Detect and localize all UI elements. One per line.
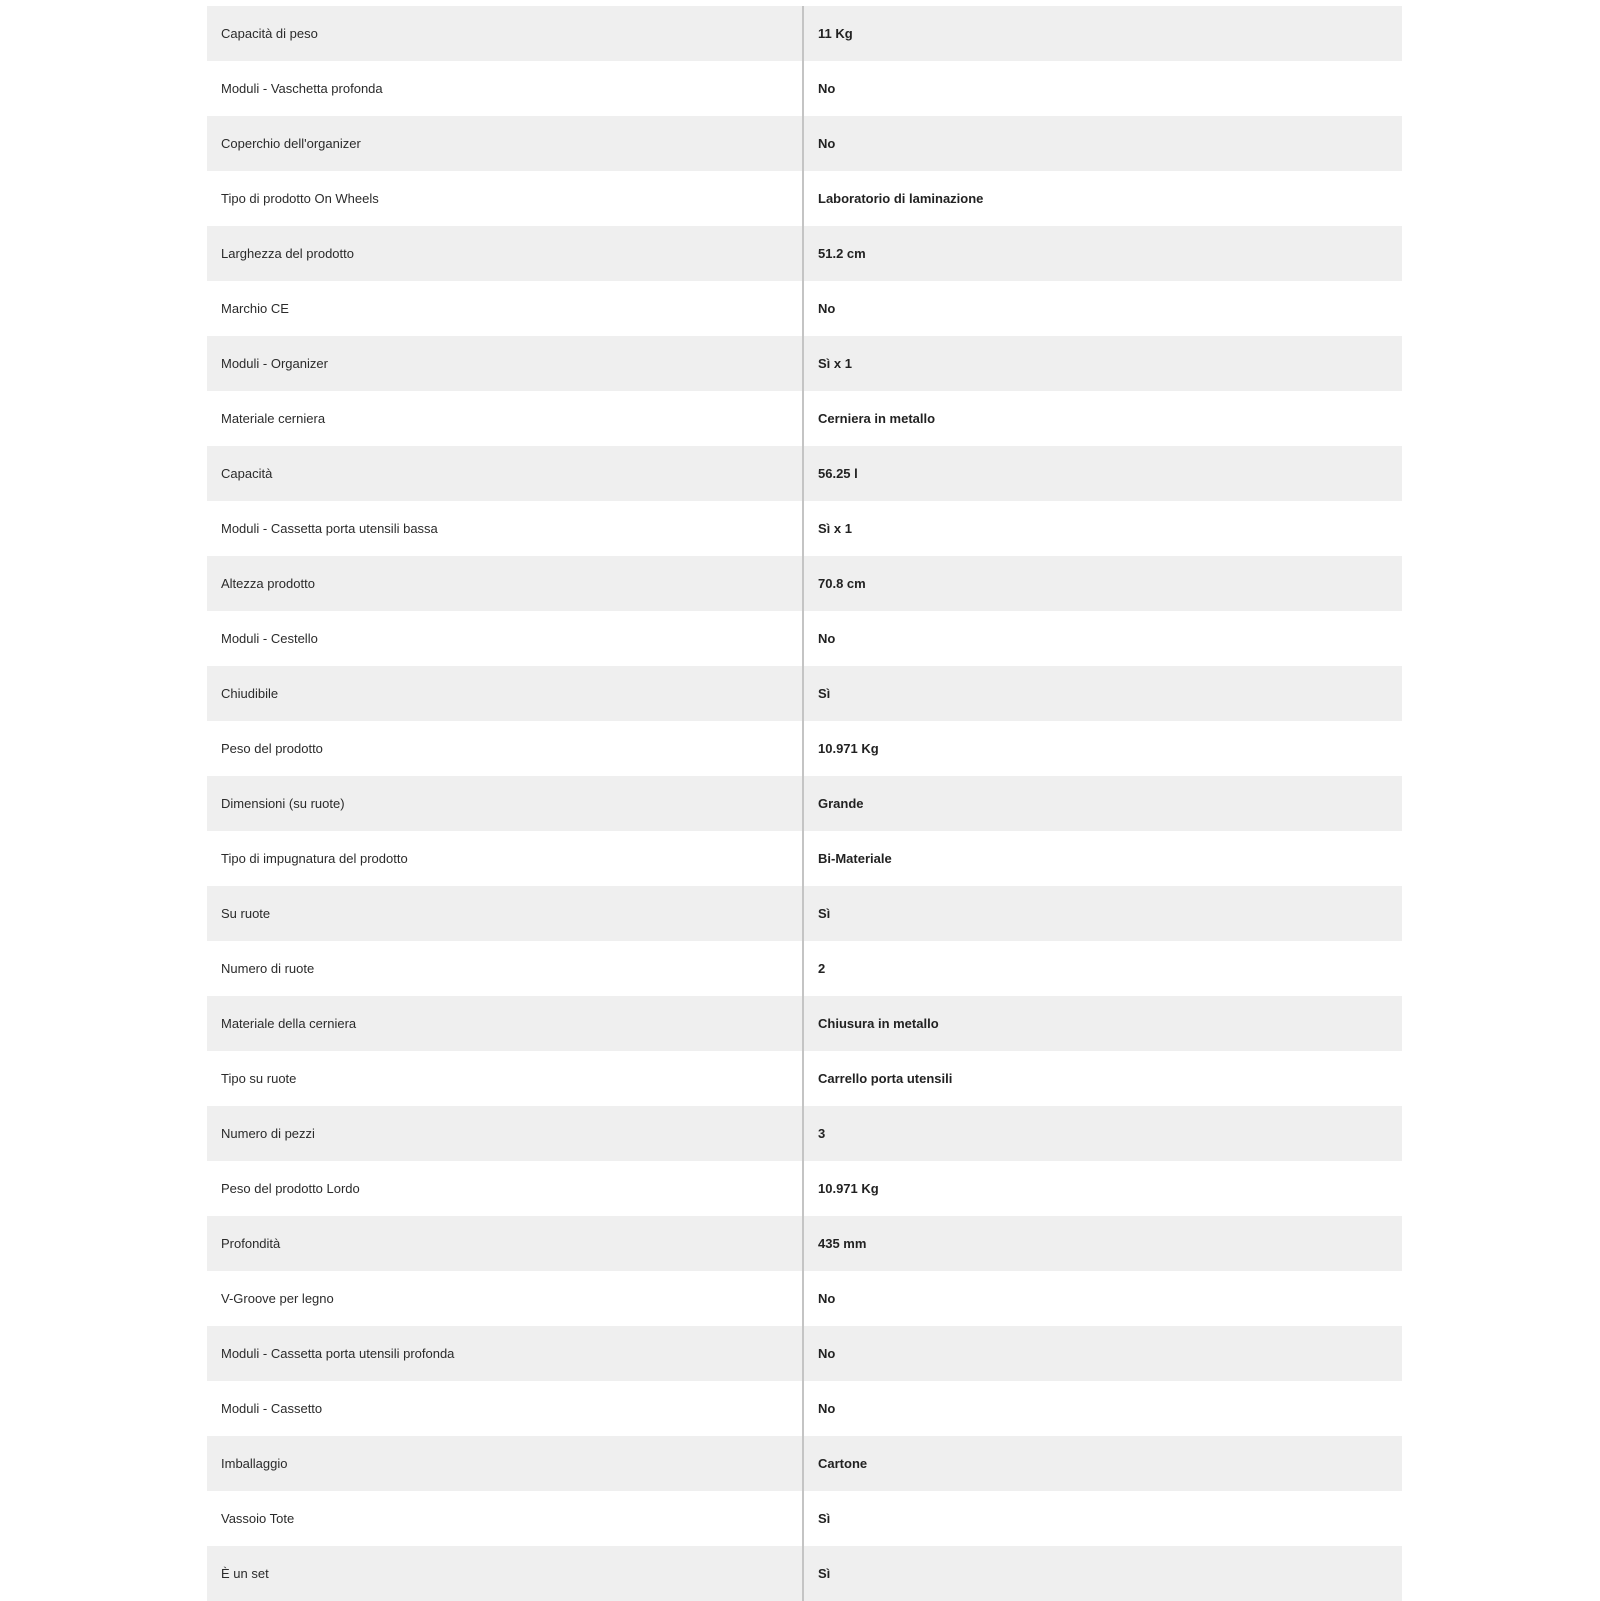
spec-label: Tipo su ruote [207, 1051, 803, 1106]
spec-row [207, 1326, 1402, 1381]
spec-label: Moduli - Cassetto [207, 1381, 803, 1436]
spec-row [207, 831, 1402, 886]
spec-label: V-Groove per legno [207, 1271, 803, 1326]
spec-label: Chiudibile [207, 666, 803, 721]
spec-label: Dimensioni (su ruote) [207, 776, 803, 831]
spec-label: Su ruote [207, 886, 803, 941]
spec-row [207, 226, 1402, 281]
spec-value: No [818, 1346, 836, 1361]
spec-value: No [818, 1291, 836, 1306]
spec-label: Capacità di peso [207, 6, 803, 61]
spec-label: Tipo di impugnatura del prodotto [207, 831, 803, 886]
spec-label: Peso del prodotto [207, 721, 803, 776]
spec-row [207, 1106, 1402, 1161]
spec-value: No [818, 1401, 836, 1416]
spec-row [207, 6, 1402, 61]
spec-label: Altezza prodotto [207, 556, 803, 611]
specifications-table-body [207, 6, 1402, 1601]
spec-value: 2 [818, 961, 826, 976]
spec-row [207, 116, 1402, 171]
spec-row [207, 886, 1402, 941]
spec-label: Tipo di prodotto On Wheels [207, 171, 803, 226]
spec-row [207, 1381, 1402, 1436]
spec-row [207, 1436, 1402, 1491]
spec-row [207, 611, 1402, 666]
spec-value: 10.971 Kg [818, 741, 879, 756]
spec-row [207, 1161, 1402, 1216]
spec-row [207, 446, 1402, 501]
spec-row [207, 941, 1402, 996]
spec-value: No [818, 81, 836, 96]
spec-row [207, 1546, 1402, 1601]
spec-value: Laboratorio di laminazione [818, 191, 984, 206]
spec-label: Profondità [207, 1216, 803, 1271]
spec-value: Sì [818, 1511, 831, 1526]
spec-label: Marchio CE [207, 281, 803, 336]
spec-row [207, 1271, 1402, 1326]
spec-value: 10.971 Kg [818, 1181, 879, 1196]
spec-row [207, 336, 1402, 391]
spec-row [207, 281, 1402, 336]
spec-row [207, 996, 1402, 1051]
spec-value: Grande [818, 796, 864, 811]
spec-row [207, 171, 1402, 226]
spec-value: Cerniera in metallo [818, 411, 936, 426]
spec-label: Materiale della cerniera [207, 996, 803, 1051]
spec-value: Carrello porta utensili [818, 1071, 953, 1086]
spec-label: Coperchio dell'organizer [207, 116, 803, 171]
spec-label: È un set [207, 1546, 803, 1601]
spec-row [207, 1051, 1402, 1106]
spec-value: Chiusura in metallo [818, 1016, 939, 1031]
spec-row [207, 391, 1402, 446]
spec-value: Sì x 1 [818, 521, 852, 536]
spec-label: Moduli - Vaschetta profonda [207, 61, 803, 116]
spec-label: Moduli - Cassetta porta utensili profonda [207, 1326, 803, 1381]
spec-row [207, 666, 1402, 721]
spec-value: Sì [818, 1566, 831, 1581]
spec-value: No [818, 631, 836, 646]
spec-value: 3 [818, 1126, 826, 1141]
spec-row [207, 1216, 1402, 1271]
spec-label: Imballaggio [207, 1436, 803, 1491]
spec-label: Materiale cerniera [207, 391, 803, 446]
spec-value: No [818, 301, 836, 316]
spec-label: Moduli - Organizer [207, 336, 803, 391]
spec-label: Numero di ruote [207, 941, 803, 996]
spec-row [207, 61, 1402, 116]
spec-label: Moduli - Cestello [207, 611, 803, 666]
spec-value: 435 mm [818, 1236, 867, 1251]
spec-value: Cartone [818, 1456, 868, 1471]
specifications-table [207, 6, 1402, 1601]
spec-value: 11 Kg [818, 26, 853, 41]
spec-label: Larghezza del prodotto [207, 226, 803, 281]
spec-row [207, 501, 1402, 556]
spec-label: Capacità [207, 446, 803, 501]
spec-value: Sì [818, 686, 831, 701]
spec-value: 56.25 l [818, 466, 858, 481]
spec-value: Sì x 1 [818, 356, 852, 371]
spec-value: No [818, 136, 836, 151]
spec-row [207, 776, 1402, 831]
spec-value: 70.8 cm [818, 576, 866, 591]
spec-row [207, 721, 1402, 776]
spec-label: Vassoio Tote [207, 1491, 803, 1546]
spec-label: Peso del prodotto Lordo [207, 1161, 803, 1216]
spec-row [207, 556, 1402, 611]
spec-value: Sì [818, 906, 831, 921]
spec-row [207, 1491, 1402, 1546]
spec-label: Numero di pezzi [207, 1106, 803, 1161]
spec-value: Bi-Materiale [818, 851, 892, 866]
spec-label: Moduli - Cassetta porta utensili bassa [207, 501, 803, 556]
spec-value: 51.2 cm [818, 246, 866, 261]
